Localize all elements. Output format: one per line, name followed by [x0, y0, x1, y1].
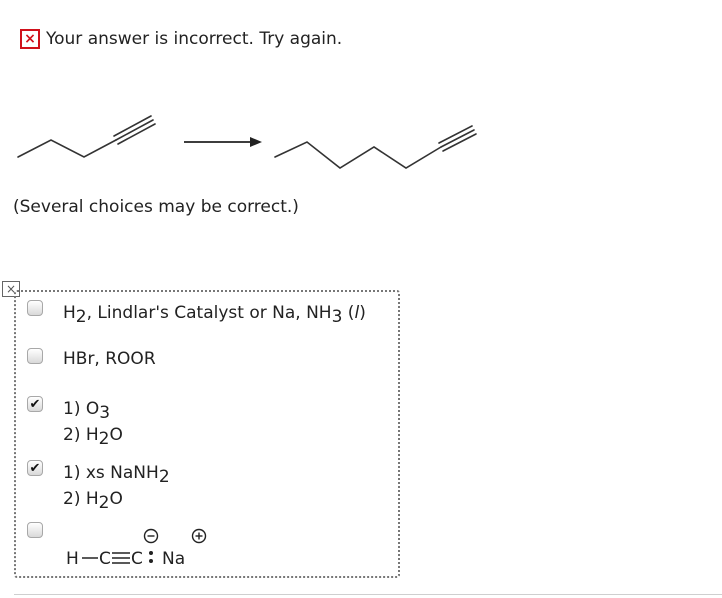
choice-3-checkbox[interactable]: [27, 396, 43, 412]
x-icon: ×: [20, 29, 40, 49]
choice-1-label: $H_2$, Lindlar's Catalyst or Na, $NH_3$ (l): [63, 303, 366, 327]
close-icon[interactable]: ×: [2, 281, 20, 297]
formula-c2: C: [131, 549, 143, 569]
reaction-scheme: [14, 110, 484, 180]
answer-choices: [14, 290, 400, 578]
choice-2-checkbox[interactable]: [27, 348, 43, 364]
sodium-acetylide-formula: [62, 520, 222, 572]
formula-na: Na: [162, 549, 186, 569]
checkmark-icon: ✔: [29, 396, 41, 412]
choice-4-label: 1) xs NaNH$_2$ 2) $H_2O$: [63, 463, 170, 513]
formula-c1: C: [99, 549, 111, 569]
reactant-alkyne: [18, 116, 155, 157]
checkmark-icon: ✔: [29, 460, 41, 476]
feedback-message: Your answer is incorrect. Try again.: [46, 29, 343, 49]
choice-2-label: HBr, ROOR: [63, 349, 156, 369]
choice-1-checkbox[interactable]: [27, 300, 43, 316]
choice-3-label: 1) $O_3$ 2) $H_2O$: [63, 399, 123, 449]
product-alkyne: [275, 126, 476, 168]
choice-5-checkbox[interactable]: [27, 522, 43, 538]
formula-h: H: [66, 549, 79, 569]
choice-4-checkbox[interactable]: [27, 460, 43, 476]
bottom-divider: [14, 594, 722, 595]
feedback-banner: [20, 27, 342, 51]
instructions-note: (Several choices may be correct.): [13, 197, 299, 217]
reaction-arrow: [184, 137, 262, 147]
negative-charge-icon: [145, 530, 158, 543]
positive-charge-icon: [193, 530, 206, 543]
